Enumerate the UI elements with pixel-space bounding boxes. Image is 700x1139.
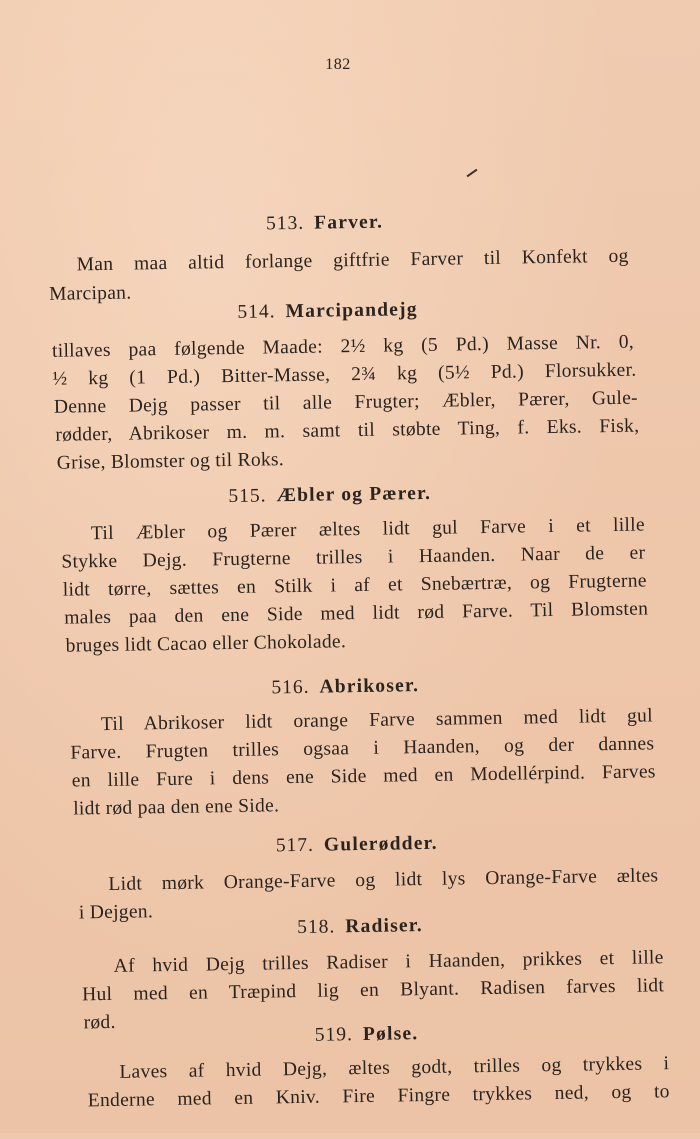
text-line: Grise, Blomster og til Roks.	[56, 449, 285, 474]
text-line: rødder, Abrikoser m. m. samt til støbte Ting, f. Eks. Fisk,	[55, 415, 640, 446]
text-line: Lidt mørk Orange-Farve og lidt lys Orange-Farve æltes	[108, 865, 659, 895]
text-line: Marcipan.	[48, 282, 132, 305]
section-number: 517.	[275, 834, 315, 857]
section-number: 516.	[271, 676, 310, 699]
text-line: en lille Fure i dens ene Side med en Modellérpind. Farves	[71, 761, 656, 792]
text-line: Denne Dejg passer til alle Frugter; Æbler, Pærer, Gule-	[53, 387, 639, 418]
section-title: Marcipandejg	[285, 299, 418, 323]
section-heading-514	[237, 299, 418, 324]
section-number: 518.	[296, 916, 336, 939]
section-number: 514.	[237, 301, 276, 323]
text-line: lidt tørre, sættes en Stilk i af et Snebærtræ, og Frugterne	[62, 570, 647, 601]
text-line: lidt rød paa den ene Side.	[73, 795, 280, 820]
section-title: Gulerødder.	[323, 832, 438, 856]
text-line: Af hvid Dejg trilles Radiser i Haanden, prikkes et lille	[113, 947, 664, 977]
page-number: 182	[325, 56, 351, 73]
section-title: Farver.	[314, 211, 384, 234]
text-line: tillaves paa følgende Maade: 2½ kg (5 Pd.) Masse Nr. 0,	[51, 331, 635, 362]
section-heading-513	[266, 212, 383, 236]
section-title: Abrikoser.	[319, 675, 420, 698]
section-heading-519	[315, 1023, 419, 1047]
section-title: Æbler og Pærer.	[276, 482, 432, 507]
section-number: 513.	[265, 212, 305, 235]
text-line: Laves af hvid Dejg, æltes godt, trilles og trykkes i	[119, 1053, 670, 1083]
text-line: bruges lidt Cacao eller Chokolade.	[65, 631, 347, 657]
text-line: Til Æbler og Pærer æltes lidt gul Farve i et lille	[90, 514, 646, 545]
section-title: Pølse.	[362, 1023, 419, 1046]
text-line: ½ kg (1 Pd.) Bitter-Masse, 2¾ kg (5½ Pd.) Florsukker.	[52, 359, 637, 390]
text-line: Stykke Dejg. Frugterne trilles i Haanden. Naar de er	[61, 542, 646, 573]
text-line: Til Abrikoser lidt orange Farve sammen med lidt gul	[100, 705, 654, 736]
section-number: 519.	[314, 1024, 354, 1046]
section-number: 515.	[228, 485, 267, 508]
text-line: males paa den ene Side med lidt rød Farve. Til Blomsten	[64, 598, 649, 629]
text-line: Hul med en Træpind lig en Blyant. Radisen farves lidt	[82, 975, 665, 1006]
section-title: Radiser.	[345, 915, 424, 938]
section-heading-517	[276, 833, 438, 858]
section-heading-515	[228, 483, 431, 508]
text-line: Enderne med en Kniv. Fire Fingre trykkes ned, og to	[87, 1081, 670, 1112]
section-heading-518	[297, 915, 423, 939]
text-line: i Dejgen.	[78, 901, 154, 924]
text-line: Farve. Frugten trilles ogsaa i Haanden, og der dannes	[70, 733, 655, 764]
text-line: rød.	[83, 1011, 116, 1034]
text-line: Man maa altid forlange giftfrie Farver til Konfekt og	[76, 245, 629, 276]
section-heading-516	[271, 675, 419, 699]
